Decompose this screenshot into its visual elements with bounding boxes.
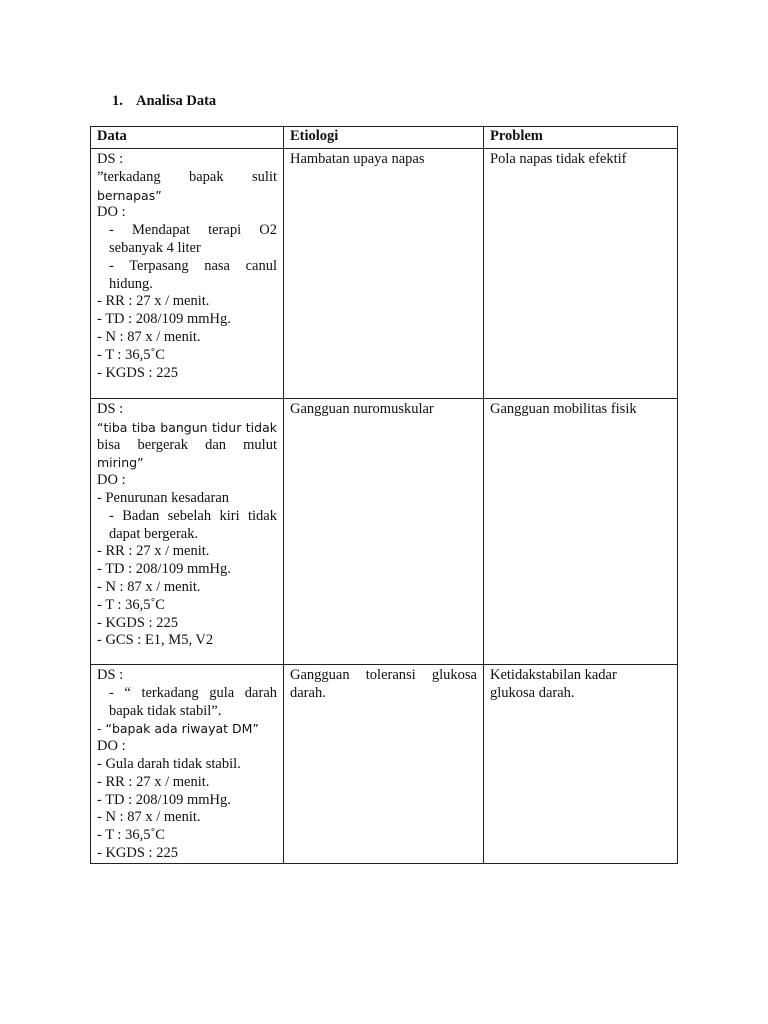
table-row <box>91 149 678 399</box>
table-header-row <box>91 127 678 149</box>
ds-label: DS : <box>97 667 124 683</box>
do-label: DO : <box>97 204 126 221</box>
do-label: DO : <box>97 738 126 755</box>
table-row <box>91 399 678 665</box>
problem-cell: Pola napas tidak efektif <box>484 149 678 399</box>
do-item: - Gula darah tidak stabil. <box>97 755 241 772</box>
do-item: - GCS : E1, M5, V2 <box>97 632 214 649</box>
ds-item-text: - “ terkadang gula darah <box>109 684 277 701</box>
do-item <box>97 508 277 544</box>
do-item <box>97 222 277 258</box>
do-item: - N : 87 x / menit. <box>97 578 201 595</box>
do-item: - TD : 208/109 mmHg. <box>97 791 231 808</box>
header-etiologi: Etiologi <box>284 127 484 149</box>
ds-item <box>97 685 277 721</box>
ds-quote-line: miring” <box>97 455 144 471</box>
ds-quote-line: ”terkadang bapak sulit <box>97 168 277 185</box>
etiologi-line: Gangguan toleransi glukosa <box>290 667 477 683</box>
do-item: - KGDS : 225 <box>97 844 178 861</box>
do-item: - T : 36,5˚C <box>97 827 165 844</box>
problem-cell: Gangguan mobilitas fisik <box>484 399 678 665</box>
header-data: Data <box>91 127 284 149</box>
section-heading <box>112 93 216 110</box>
do-item-text: - Badan sebelah kiri tidak <box>109 507 277 524</box>
do-item: - RR : 27 x / menit. <box>97 293 210 310</box>
do-item-cont: dapat bergerak. <box>109 525 199 542</box>
do-label: DO : <box>97 472 126 489</box>
do-item: - N : 87 x / menit. <box>97 328 201 345</box>
problem-line: Ketidakstabilan kadar <box>490 667 617 683</box>
etiologi-cell: Gangguan nuromuskular <box>284 399 484 665</box>
ds-quote-line: bisa bergerak dan mulut <box>97 436 277 453</box>
ds-quote-line: “tiba tiba bangun tidur tidak <box>97 419 277 435</box>
table-row <box>91 665 678 864</box>
do-item: - Penurunan kesadaran <box>97 489 230 506</box>
ds-item: - “bapak ada riwayat DM” <box>97 721 259 737</box>
etiologi-cell <box>284 665 484 864</box>
header-problem: Problem <box>484 127 678 149</box>
do-item: - RR : 27 x / menit. <box>97 773 210 790</box>
do-item: - TD : 208/109 mmHg. <box>97 561 231 578</box>
do-item: - T : 36,5˚C <box>97 346 165 363</box>
ds-label: DS : <box>97 151 124 167</box>
do-item: - TD : 208/109 mmHg. <box>97 311 231 328</box>
section-title: Analisa Data <box>136 93 217 109</box>
do-item: - N : 87 x / menit. <box>97 809 201 826</box>
analysis-table <box>90 126 678 864</box>
do-item-cont: sebanyak 4 liter <box>109 239 201 256</box>
data-cell <box>91 149 284 399</box>
ds-quote-line: bernapas” <box>97 187 162 203</box>
ds-label: DS : <box>97 401 124 417</box>
do-item-cont: hidung. <box>109 275 153 292</box>
problem-cell <box>484 665 678 864</box>
data-cell <box>91 665 284 864</box>
do-item: - T : 36,5˚C <box>97 596 165 613</box>
etiologi-line: darah. <box>290 684 326 701</box>
data-cell <box>91 399 284 665</box>
ds-item-cont: bapak tidak stabil”. <box>109 702 222 719</box>
section-number: 1. <box>112 93 123 109</box>
do-item: - KGDS : 225 <box>97 614 178 631</box>
do-item: - KGDS : 225 <box>97 364 178 381</box>
do-item-text: - Terpasang nasa canul <box>109 257 277 274</box>
do-item: - RR : 27 x / menit. <box>97 543 210 560</box>
do-item <box>97 258 277 294</box>
problem-line: glukosa darah. <box>490 684 575 701</box>
do-item-text: - Mendapat terapi O2 <box>109 222 277 239</box>
etiologi-cell: Hambatan upaya napas <box>284 149 484 399</box>
